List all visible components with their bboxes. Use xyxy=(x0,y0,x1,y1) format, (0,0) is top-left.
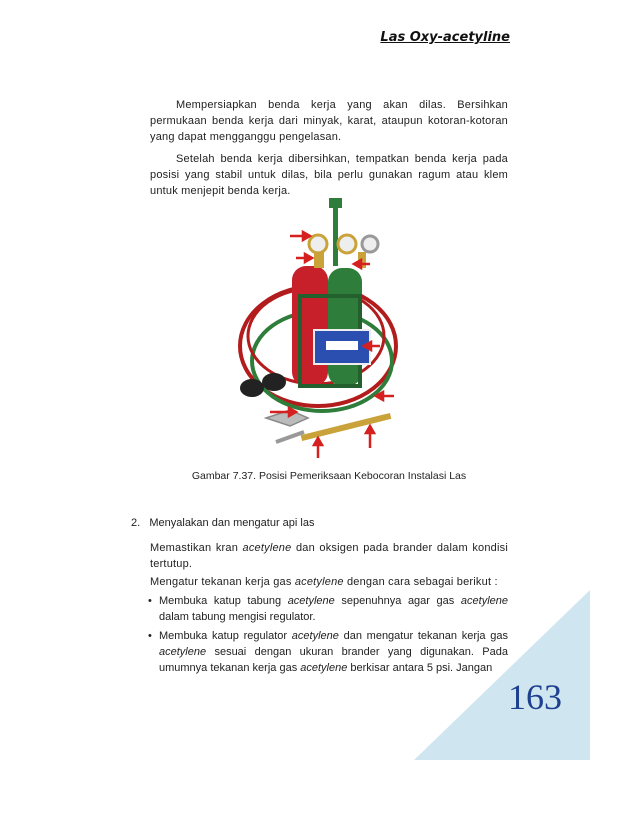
running-header: Las Oxy-acetyline xyxy=(380,30,510,45)
page-number: 163 xyxy=(508,677,562,717)
welding-equipment-figure xyxy=(230,196,408,466)
bullet-item-2: • Membuka katup regulator acetylene dan mengatur tekanan kerja gas acetylene sesuai dengan ukuran brander yang digunakan. Pada umumnya tekanan kerja gas acetylene berkisar antara 5 psi. Jangan xyxy=(148,630,509,674)
paragraph-2: Setelah benda kerja dibersihkan, tempatkan benda kerja pada posisi yang stabil untuk dilas, bila perlu gunakan ragum atau klem untuk menjepit benda kerja. xyxy=(150,153,508,197)
section-number: 2. xyxy=(131,517,141,529)
bullet-item-1: • Membuka katup tabung acetylene sepenuhnya agar gas acetylene dalam tabung mengisi regulator. xyxy=(148,595,508,623)
paragraph-1: Mempersiapkan benda kerja yang akan dilas. Bersihkan permukaan benda kerja dari minyak, karat, ataupun kotoran-kotoran yang dapat mengganggu pengelasan. xyxy=(150,99,508,143)
bullet-dot-icon: • xyxy=(148,595,152,607)
section-title: Menyalakan dan mengatur api las xyxy=(149,517,315,529)
bullet-dot-icon: • xyxy=(148,630,152,642)
figure-caption: Gambar 7.37. Posisi Pemeriksaan Kebocoran Instalasi Las xyxy=(191,470,467,482)
section-heading xyxy=(131,517,314,529)
body-paragraph-1: Memastikan kran acetylene dan oksigen pada brander dalam kondisi tertutup. xyxy=(150,542,508,570)
body-paragraph-2: Mengatur tekanan kerja gas acetylene dengan cara sebagai berikut : xyxy=(150,576,498,588)
